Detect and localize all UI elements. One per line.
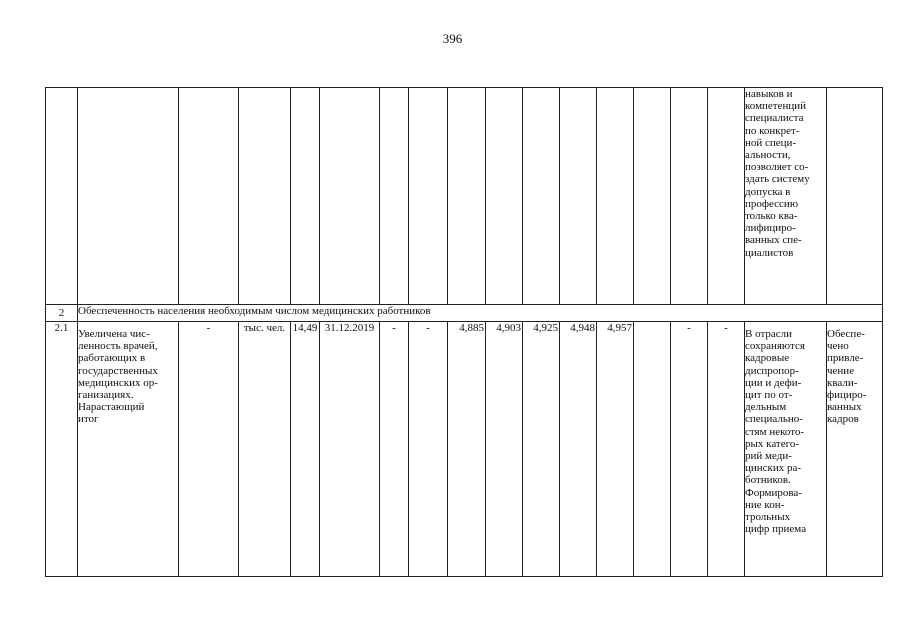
unit-of-measure: тыс. чел.: [239, 322, 291, 577]
cell-empty: [46, 88, 78, 305]
cell-empty: [671, 88, 708, 305]
base-date: 31.12.2019: [320, 322, 380, 577]
cell-empty: [560, 88, 597, 305]
cell-empty: [320, 88, 380, 305]
cell-empty: [634, 88, 671, 305]
indicator-result: Обеспе- чено привле- чение квали- фициро- ванных кадров: [827, 322, 883, 577]
page-number: 396: [442, 31, 463, 46]
value-cell: -: [708, 322, 745, 577]
cell-empty: [523, 88, 560, 305]
row-number: 2.1: [46, 322, 78, 577]
cell-empty: [708, 88, 745, 305]
cell-empty: [486, 88, 523, 305]
value-cell: -: [409, 322, 448, 577]
cell-empty: [634, 322, 671, 577]
cell-empty: [239, 88, 291, 305]
indicator-comment: В отрасли сохраняются кадровые диспропор- ции и дефи- цит по от- дельным специально- стям некото- рых катего- рий меди- цинских ра- ботников. Формирова- ние кон- трольных цифр приема: [745, 322, 827, 577]
cell-empty: [448, 88, 486, 305]
base-value: 14,49: [291, 322, 320, 577]
continuation-comment: навыков и компетенций специалиста по конкрет- ной специ- альности, позволяет со- здать систему допуска в профессию только ква- лифициро- ванных спе- циалистов: [745, 88, 827, 305]
value-cell: 4,948: [560, 322, 597, 577]
cell-empty: [409, 88, 448, 305]
value-cell: 4,885: [448, 322, 486, 577]
value-cell: -: [671, 322, 708, 577]
cell-empty: [179, 88, 239, 305]
value-cell: 4,903: [486, 322, 523, 577]
value-cell: 4,925: [523, 322, 560, 577]
cell-empty: [597, 88, 634, 305]
cell-empty: [291, 88, 320, 305]
continuation-row: [46, 88, 883, 305]
cell-empty: [78, 88, 179, 305]
section-title: Обеспеченность населения необходимым числом медицинских работников: [78, 305, 883, 322]
section-row: [46, 305, 883, 322]
indicator-type: -: [179, 322, 239, 577]
indicator-table: [45, 87, 883, 577]
value-cell: 4,957: [597, 322, 634, 577]
indicator-row: [46, 322, 883, 577]
value-cell: -: [380, 322, 409, 577]
indicator-name: Увеличена чис- ленность врачей, работающих в государственных медицинских ор- ганизациях. Нарастающий итог: [78, 322, 179, 577]
section-number: 2: [46, 305, 78, 322]
cell-empty: [827, 88, 883, 305]
cell-empty: [380, 88, 409, 305]
